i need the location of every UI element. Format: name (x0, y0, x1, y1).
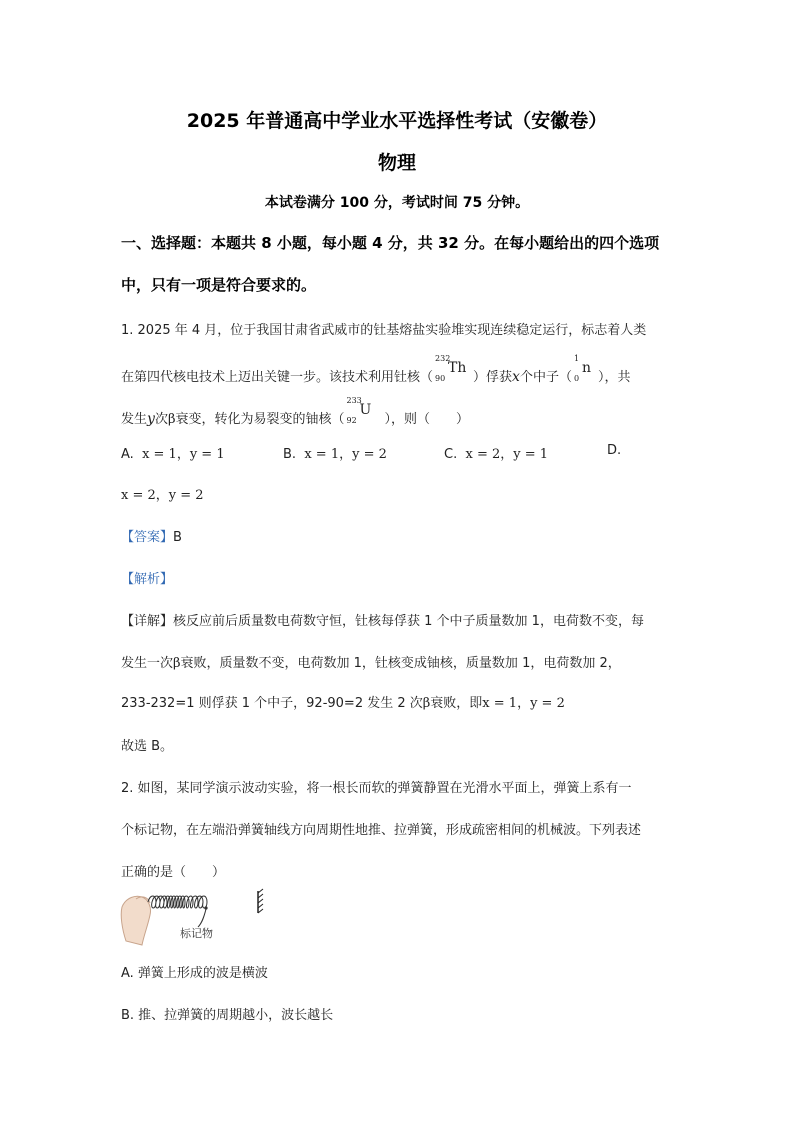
q1-option-d-text[interactable] (121, 484, 204, 503)
exam-note: 本试卷满分 100 分，考试时间 75 分钟。 (264, 195, 530, 211)
u-symbol: U (359, 402, 372, 418)
hand-icon (121, 896, 150, 945)
q2-line1: 2. 如图，某同学演示波动实验，将一根长而软的弹簧静置在光滑水平面上，弹簧上系有一 (121, 781, 632, 796)
beta-symbol-3: β (422, 696, 431, 711)
th-charge: 90 (435, 374, 446, 383)
neutron (572, 354, 598, 386)
result-sep: ， (517, 696, 531, 711)
detail-text-3b: 衰败，即 (430, 696, 483, 711)
beta-symbol-2: β (173, 656, 181, 671)
q1-line3-text-b: 次 (154, 412, 168, 427)
detail-tag: 【详解】 (121, 614, 174, 629)
thorium-nucleus (433, 354, 473, 386)
n-mass: 1 (573, 354, 580, 363)
q1-line2-text-c: 个中子（ (519, 370, 572, 385)
u-mass: 233 (346, 396, 362, 405)
q1-detail-line3 (121, 692, 565, 711)
option-c-text: x = 2，y = 1 (465, 447, 549, 462)
q1-detail-line1 (121, 610, 644, 629)
q1-option-c[interactable] (444, 443, 548, 462)
q1-line3-text-d: ），则（ ） (384, 412, 469, 427)
q1-line2-text-a: 在第四代核电技术上迈出关键一步。该技术利用钍核（ (121, 370, 434, 385)
subject-title: 物理 (377, 152, 416, 174)
th-mass: 232 (435, 354, 451, 363)
q2-line2: 个标记物，在左端沿弹簧轴线方向周期性地推、拉弹簧，形成疏密相间的机械波。下列表述 (121, 823, 642, 838)
q1-detail-line2 (121, 652, 621, 671)
q1-option-a[interactable] (121, 443, 225, 462)
q1-line1: 1. 2025 年 4 月，位于我国甘肃省武威市的钍基熔盐实验堆实现连续稳定运行，标志着人类 (121, 323, 647, 338)
option-b-text: x = 1，y = 2 (304, 447, 387, 462)
detail-text-2b: 衰败，质量数不变，电荷数加 1，钍核变成铀核，质量数加 1，电荷数加 2， (180, 656, 621, 671)
var-x: x (512, 369, 520, 385)
option-b-label: B. (283, 447, 297, 462)
q2-option-a[interactable]: A. 弹簧上形成的波是横波 (121, 966, 268, 981)
q1-line2 (121, 354, 631, 386)
n-symbol: n (581, 360, 591, 376)
uranium-nucleus (344, 396, 384, 428)
th-symbol: Th (448, 360, 467, 376)
result-y: y = 2 (530, 696, 565, 711)
q2-line3: 正确的是（ ） (121, 865, 226, 880)
q1-option-b[interactable] (283, 443, 387, 462)
detail-text-3a: 233-232=1 则俘获 1 个中子，92-90=2 发生 2 次 (121, 696, 423, 711)
q2-option-b[interactable]: B. 推、拉弹簧的周期越小，波长越长 (121, 1008, 334, 1023)
q1-line2-text-b: ）俘获 (473, 370, 513, 385)
analysis-tag: 【解析】 (121, 572, 174, 587)
option-a-label: A. (121, 447, 134, 462)
spring-coils (148, 896, 207, 908)
detail-text-1: 核反应前后质量数电荷数守恒，钍核每俘获 1 个中子质量数加 1，电荷数不变，每 (173, 614, 644, 629)
q1-option-d-label[interactable]: D. (607, 443, 622, 458)
answer-value: B (173, 530, 182, 545)
marker-label: 标记物 (180, 927, 213, 940)
q1-line3 (121, 396, 469, 428)
spring-figure (118, 885, 278, 947)
beta-symbol: β (167, 412, 176, 427)
u-charge: 92 (346, 416, 357, 425)
q1-answer (121, 526, 182, 545)
q1-conclusion: 故选 B。 (121, 739, 174, 754)
q1-line2-text-d: ），共 (597, 370, 631, 385)
q1-line3-text-c: 衰变，转化为易裂变的铀核（ (175, 412, 345, 427)
section-heading-line2: 中，只有一项是符合要求的。 (121, 276, 317, 294)
option-c-label: C. (444, 447, 458, 462)
result-x: x = 1 (482, 696, 518, 711)
detail-text-2a: 发生一次 (121, 656, 174, 671)
exam-title: 2025 年普通高中学业水平选择性考试（安徽卷） (186, 110, 608, 132)
option-a-text: x = 1，y = 1 (142, 447, 225, 462)
answer-tag: 【答案】 (121, 530, 174, 545)
marker-dot (204, 906, 207, 909)
option-d-text: x = 2，y = 2 (121, 488, 204, 503)
n-charge: 0 (573, 374, 580, 383)
q1-line3-text-a: 发生 (121, 412, 148, 427)
var-y: y (147, 411, 155, 427)
section-heading-line1: 一、选择题：本题共 8 小题，每小题 4 分，共 32 分。在每小题给出的四个选项 (121, 234, 660, 252)
